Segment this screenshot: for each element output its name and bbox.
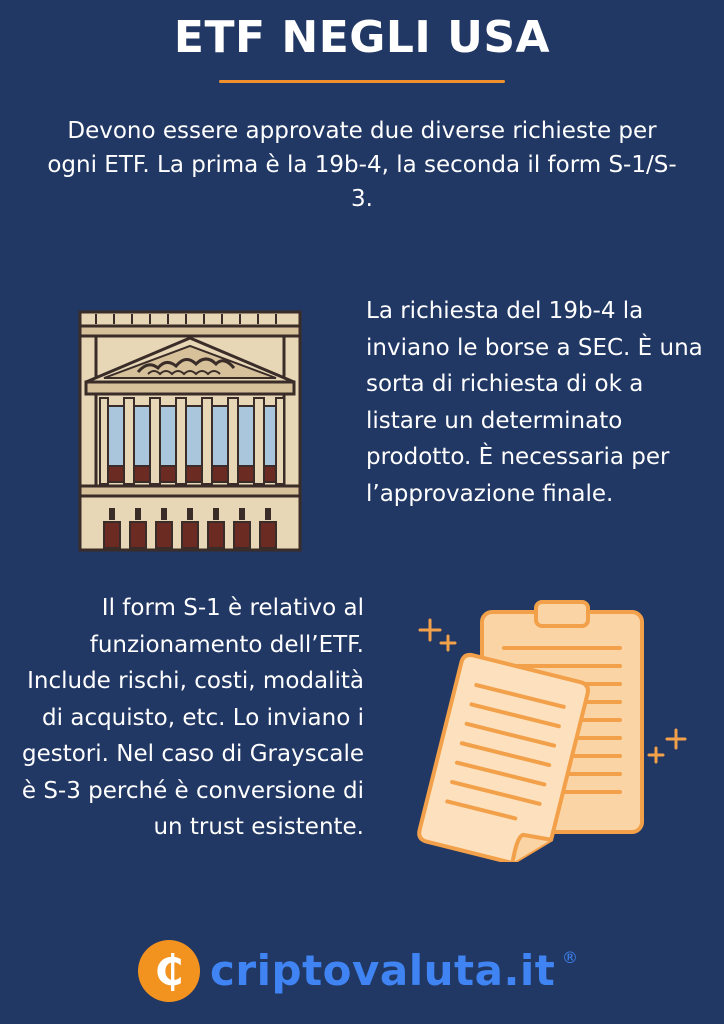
registered-mark: ®	[562, 948, 578, 967]
brand-name: criptovaluta.it	[210, 946, 556, 995]
page-title: ETF NEGLI USA	[173, 12, 551, 63]
intro-paragraph: Devono essere approvate due diverse richieste per ogni ETF. La prima è la 19b-4, la seconda il form S-1/S-3.	[47, 118, 677, 212]
coin-logo-icon: ₵	[138, 940, 200, 1002]
documents-icon	[412, 600, 692, 862]
brand-logo[interactable]	[138, 938, 598, 1008]
paragraph-s1: Il form S-1 è relativo al funzionamento dell’ETF. Include rischi, costi, modalità di acquisto, etc. Lo inviano i gestori. Nel caso di Grayscale è S-3 perché è conversione di un trust esistente.	[21, 595, 364, 840]
stock-exchange-building-icon	[78, 310, 302, 552]
paragraph-19b4: La richiesta del 19b-4 la inviano le borse a SEC. È una sorta di richiesta di ok a listare un determinato prodotto. È necessaria per l’approvazione finale.	[366, 298, 703, 507]
title-underline	[219, 80, 505, 83]
